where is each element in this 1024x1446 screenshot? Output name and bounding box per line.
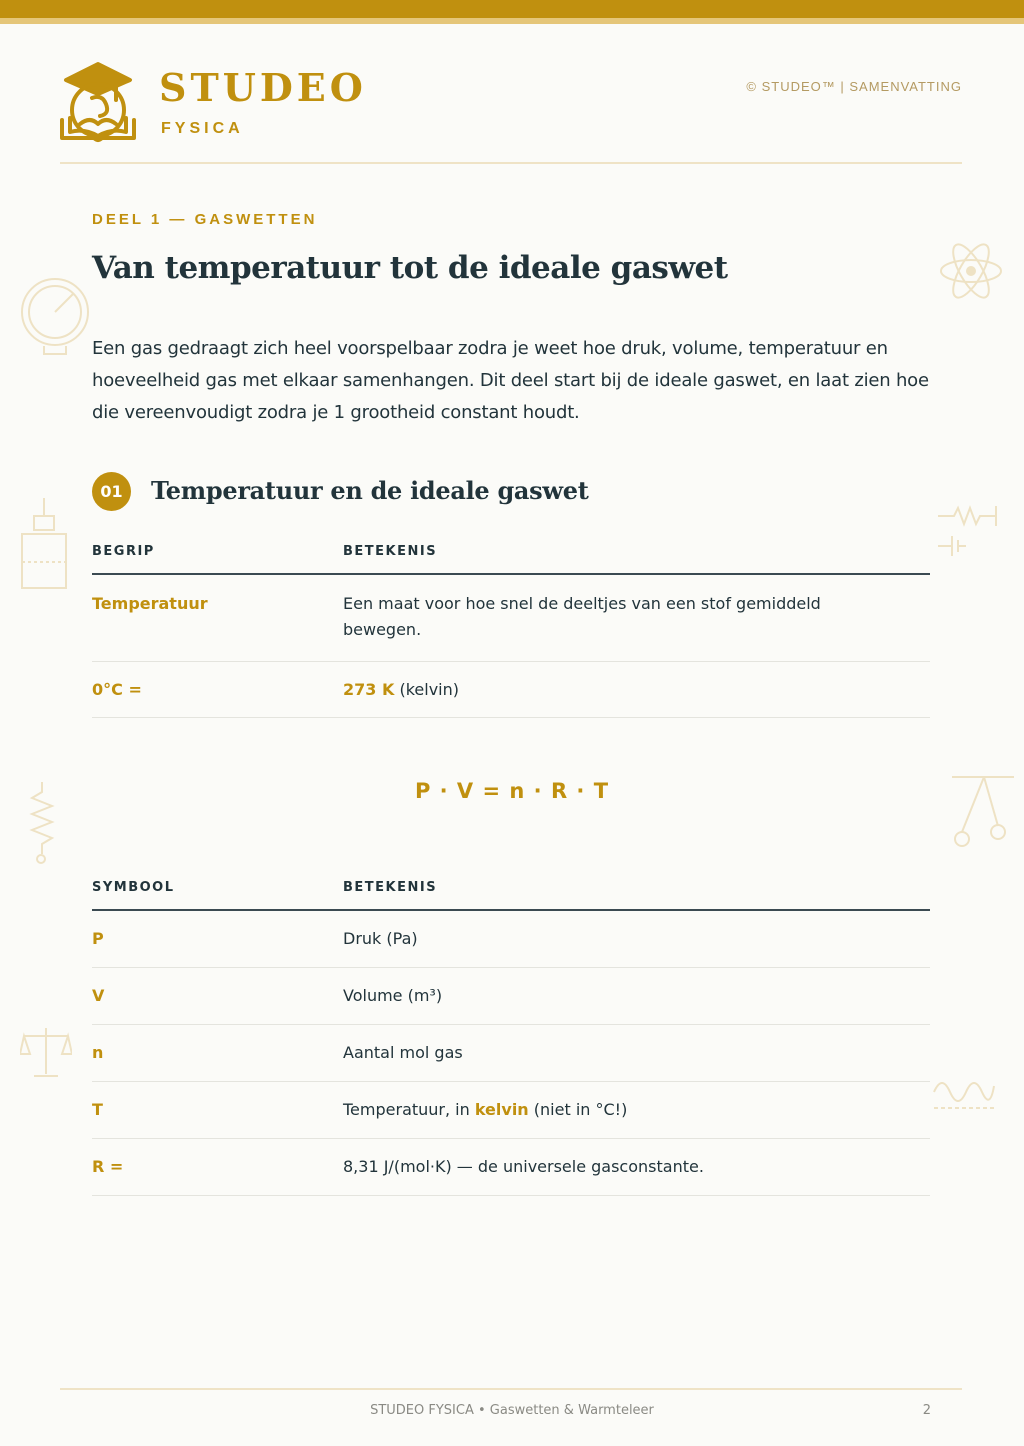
kelvin-highlight: kelvin	[474, 1100, 529, 1119]
meaning-cell: Aantal mol gas	[343, 1025, 930, 1082]
meaning-text: (niet in °C!)	[528, 1100, 628, 1119]
column-header-symbol: SYMBOOL	[92, 880, 343, 910]
intro-paragraph: Een gas gedraagt zich heel voorspelbaar zodra je weet hoe druk, volume, temperatuur en hoeveelheid gas met elkaar samenhangen. Dit deel start bij de ideale gaswet, en laat zien hoe die vereenvoudigt zodra je 1 grootheid constant houdt.	[92, 338, 929, 423]
page-title: Van temperatuur tot de ideale gaswet	[92, 250, 728, 286]
meaning-text: Temperatuur, in	[343, 1100, 475, 1119]
studeo-logo-icon	[58, 58, 138, 144]
battery-icon	[20, 496, 68, 592]
term-cell: Temperatuur	[92, 574, 343, 662]
column-header-term: BEGRIP	[92, 544, 343, 574]
meaning-cell: Druk (Pa)	[343, 910, 930, 968]
column-header-meaning: BETEKENIS	[343, 544, 930, 574]
header-divider	[60, 162, 962, 164]
terms-table-header	[92, 544, 930, 574]
balance-scale-icon	[20, 1024, 72, 1080]
table-row	[92, 1082, 930, 1139]
symbol-cell: P	[92, 910, 343, 968]
page-number: 2	[922, 1403, 931, 1418]
table-row	[92, 574, 930, 662]
symbols-table	[92, 880, 930, 1196]
sine-wave-icon	[932, 1072, 996, 1112]
meaning-cell: Een maat voor hoe snel de deeltjes van een stof gemiddeld bewegen.	[343, 574, 930, 662]
copyright-notice: © STUDEO™ | SAMENVATTING	[746, 79, 962, 94]
symbols-table-header	[92, 880, 930, 910]
section-title: Temperatuur en de ideale gaswet	[151, 476, 589, 505]
kelvin-value: 273 K	[343, 680, 395, 699]
top-accent-stripe	[0, 18, 1024, 24]
section-number-badge: 01	[92, 472, 131, 511]
brand-name: STUDEO	[159, 65, 367, 110]
column-header-meaning: BETEKENIS	[343, 880, 930, 910]
table-row	[92, 1025, 930, 1082]
atom-icon	[938, 238, 1004, 304]
symbol-cell: T	[92, 1082, 343, 1139]
table-row	[92, 1139, 930, 1196]
table-row	[92, 910, 930, 968]
part-kicker: DEEL 1 — GASWETTEN	[92, 211, 318, 228]
meaning-cell	[343, 662, 930, 718]
resistor-circuit-icon	[936, 500, 1000, 560]
footer-divider	[60, 1388, 962, 1390]
ideal-gas-law-formula: P · V = n · R · T	[414, 779, 610, 803]
table-row	[92, 662, 930, 718]
symbol-cell: n	[92, 1025, 343, 1082]
terms-table	[92, 544, 930, 718]
symbol-cell: V	[92, 968, 343, 1025]
top-accent-bar	[0, 0, 1024, 18]
footer-text: STUDEO FYSICA • Gaswetten & Warmteleer	[370, 1403, 654, 1418]
pressure-gauge-icon	[18, 276, 92, 358]
meaning-cell	[343, 1082, 930, 1139]
term-cell: 0°C =	[92, 662, 343, 718]
meaning-cell: Volume (m³)	[343, 968, 930, 1025]
symbol-cell: R =	[92, 1139, 343, 1196]
brand-subject: FYSICA	[161, 120, 244, 137]
meaning-cell: 8,31 J/(mol·K) — de universele gasconstante.	[343, 1139, 930, 1196]
table-row	[92, 968, 930, 1025]
kelvin-unit: (kelvin)	[394, 680, 459, 699]
